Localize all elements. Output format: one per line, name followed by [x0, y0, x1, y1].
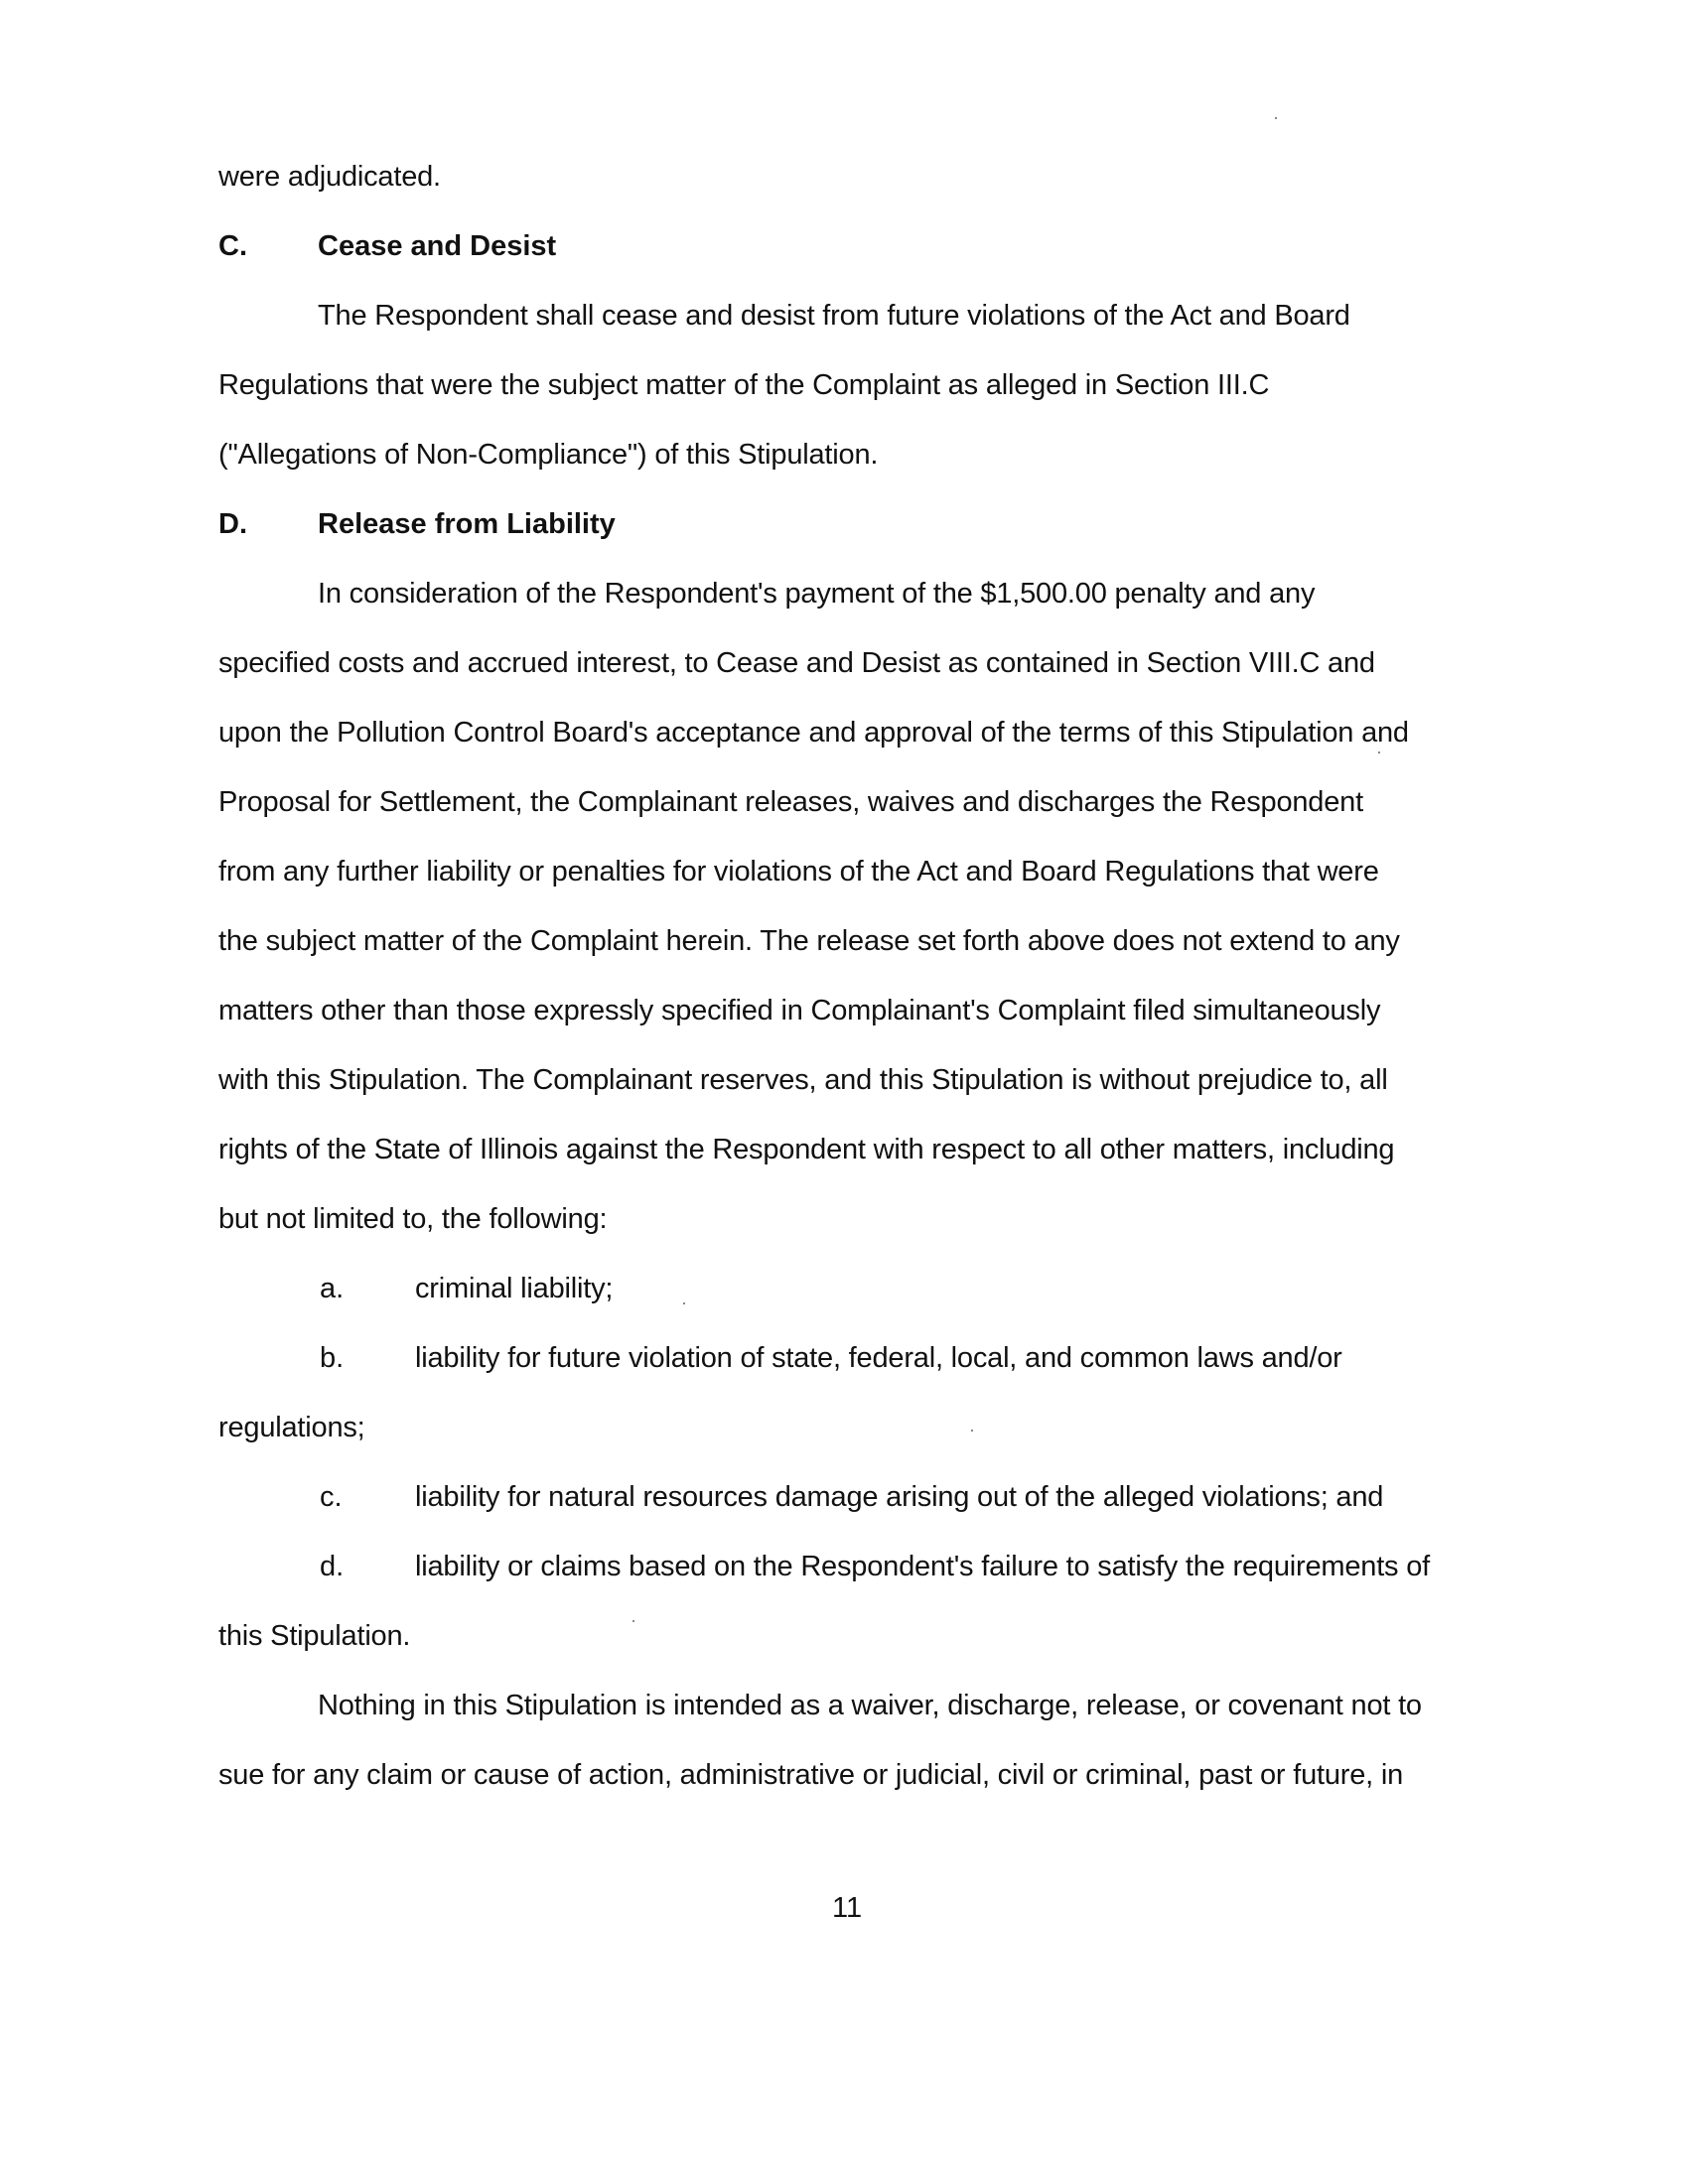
list-item-text: criminal liability;: [415, 1273, 614, 1304]
list-item-continuation: regulations;: [218, 1412, 365, 1443]
scan-speck: [1378, 751, 1380, 753]
paragraph-line: Proposal for Settlement, the Complainant releases, waives and discharges the Respondent: [218, 786, 1363, 818]
paragraph-line: sue for any claim or cause of action, administrative or judicial, civil or criminal, past or future, in: [218, 1759, 1404, 1791]
paragraph-line: matters other than those expressly specified in Complainant's Complaint filed simultaneously: [218, 995, 1381, 1026]
paragraph-line: the subject matter of the Complaint herein. The release set forth above does not extend to any: [218, 925, 1400, 957]
list-item-label: d.: [320, 1551, 345, 1582]
section-c-letter: C.: [218, 230, 247, 262]
paragraph-line: but not limited to, the following:: [218, 1203, 608, 1235]
paragraph-line: Nothing in this Stipulation is intended as a waiver, discharge, release, or covenant not to: [318, 1690, 1422, 1721]
paragraph-line: ("Allegations of Non-Compliance") of this Stipulation.: [218, 439, 879, 471]
list-item-text: liability for future violation of state, federal, local, and common laws and/or: [415, 1342, 1342, 1374]
scan-speck: [683, 1302, 685, 1304]
section-d-title: Release from Liability: [318, 508, 616, 540]
paragraph-line: specified costs and accrued interest, to Cease and Desist as contained in Section VIII.C and: [218, 647, 1375, 679]
scan-speck: [632, 1620, 634, 1622]
section-d-letter: D.: [218, 508, 247, 540]
section-c-title: Cease and Desist: [318, 230, 557, 262]
page-number: 11: [832, 1892, 863, 1924]
list-item-text: liability or claims based on the Respondent's failure to satisfy the requirements of: [415, 1551, 1430, 1582]
paragraph-line: with this Stipulation. The Complainant reserves, and this Stipulation is without prejudice to, all: [218, 1064, 1388, 1096]
paragraph-line: The Respondent shall cease and desist from future violations of the Act and Board: [318, 300, 1350, 332]
scan-speck: [1275, 117, 1277, 119]
paragraph-line: from any further liability or penalties for violations of the Act and Board Regulations that were: [218, 856, 1379, 887]
scan-speck: [971, 1430, 973, 1432]
list-item-label: c.: [320, 1481, 343, 1513]
list-item-continuation: this Stipulation.: [218, 1620, 411, 1652]
paragraph-line: rights of the State of Illinois against the Respondent with respect to all other matters, including: [218, 1134, 1395, 1165]
list-item-text: liability for natural resources damage arising out of the alleged violations; and: [415, 1481, 1384, 1513]
list-item-label: a.: [320, 1273, 345, 1304]
continuation-text: were adjudicated.: [218, 161, 441, 193]
paragraph-line: upon the Pollution Control Board's acceptance and approval of the terms of this Stipulation and: [218, 717, 1409, 749]
paragraph-line: In consideration of the Respondent's payment of the $1,500.00 penalty and any: [318, 578, 1316, 610]
paragraph-line: Regulations that were the subject matter of the Complaint as alleged in Section III.C: [218, 369, 1270, 401]
list-item-label: b.: [320, 1342, 345, 1374]
